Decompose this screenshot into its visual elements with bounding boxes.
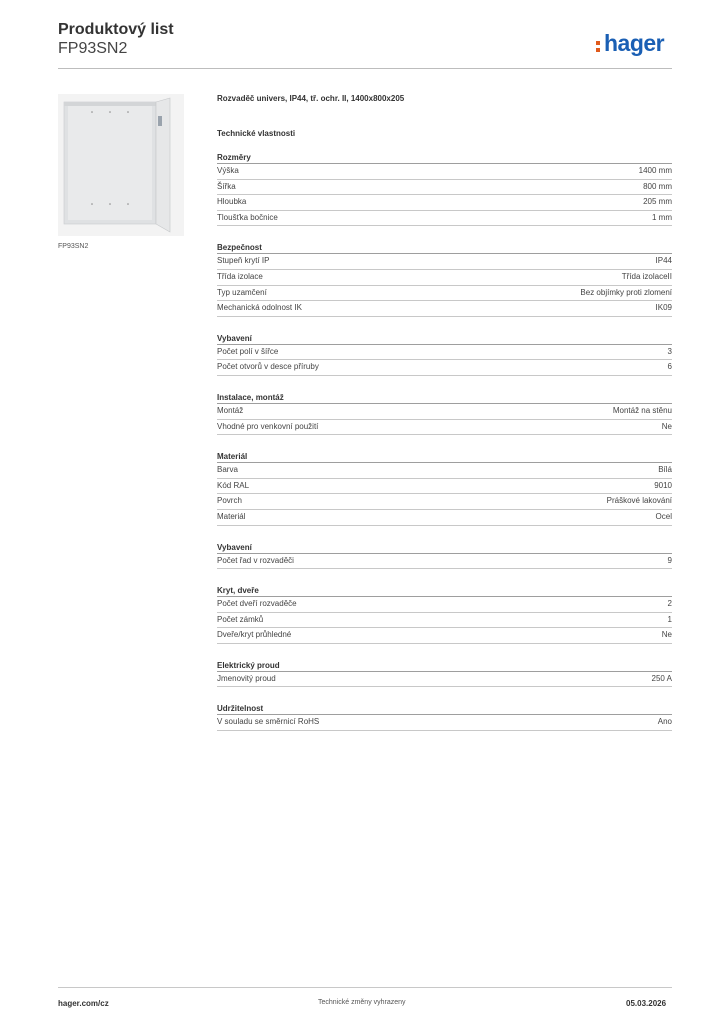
spec-value: Ano [657,717,672,727]
spec-row [217,345,672,361]
spec-row [217,301,672,317]
section-title: Udržitelnost [217,703,672,715]
spec-row [217,597,672,613]
spec-label: Povrch [217,496,242,506]
spec-label: Dveře/kryt průhledné [217,630,292,640]
section-title: Vybavení [217,333,672,345]
spec-section [217,542,672,570]
page-title: Produktový list [58,21,174,38]
spec-label: Typ uzamčení [217,287,267,297]
footer-website[interactable]: hager.com/cz [58,999,109,1008]
spec-value: 1 [667,614,672,624]
footer-date: 05.03.2026 [626,999,667,1008]
spec-row [217,211,672,227]
section-title: Materiál [217,451,672,463]
spec-value: Třída izolaceII [621,271,672,281]
section-title: Bezpečnost [217,242,672,254]
spec-label: Počet polí v šířce [217,346,279,356]
product-code: FP93SN2 [58,40,128,57]
spec-value: Montáž na stěnu [612,405,672,415]
spec-value: 205 mm [643,197,672,207]
logo-text: hager [604,30,665,56]
spec-label: Šířka [217,181,236,191]
spec-row [217,420,672,436]
header-divider [58,68,672,69]
footer-note: Technické změny vyhrazeny [318,999,406,1006]
spec-value: Ne [661,630,672,640]
spec-value: 250 A [651,673,672,683]
footer-divider [58,987,672,988]
image-caption: FP93SN2 [58,243,89,250]
spec-row [217,180,672,196]
spec-row [217,554,672,570]
spec-row [217,195,672,211]
spec-row [217,286,672,302]
spec-label: Výška [217,166,239,175]
spec-section [217,152,672,226]
spec-label: Materiál [217,511,246,521]
spec-row [217,254,672,270]
spec-label: Montáž [217,405,244,415]
spec-label: Mechanická odolnost IK [217,303,302,313]
spec-section [217,703,672,731]
spec-label: Barva [217,465,238,475]
spec-label: Počet řad v rozvaděči [217,555,294,565]
spec-value: Bílá [658,465,672,475]
spec-sections [217,152,672,731]
spec-row [217,672,672,688]
section-title: Elektrický proud [217,660,672,672]
spec-label: V souladu se směrnicí RoHS [217,717,320,727]
spec-value: 9 [667,555,672,565]
product-name: Rozvaděč univers, IP44, tř. ochr. II, 1400x800x205 [217,94,405,103]
section-title: Vybavení [217,542,672,554]
spec-section [217,660,672,688]
spec-label: Počet zámků [217,614,264,624]
spec-value: 1400 mm [638,166,672,175]
spec-label: Vhodné pro venkovní použití [217,421,319,431]
spec-row [217,463,672,479]
spec-value: 6 [667,362,672,372]
spec-section [217,333,672,376]
product-image [58,94,184,236]
spec-label: Hloubka [217,197,247,207]
technical-properties-title: Technické vlastnosti [217,129,296,138]
spec-row [217,360,672,376]
spec-value: Ne [661,421,672,431]
spec-value: 3 [667,346,672,356]
spec-row [217,715,672,731]
spec-section [217,585,672,644]
spec-value: Práškové lakování [606,496,672,506]
spec-row [217,628,672,644]
spec-value: 800 mm [643,181,672,191]
spec-value: 9010 [654,480,672,490]
spec-label: Stupeň krytí IP [217,256,270,266]
spec-value: IP44 [655,256,672,266]
spec-label: Počet dveří rozvaděče [217,599,297,609]
spec-value: Bez objímky proti zlomení [580,287,672,297]
spec-section [217,451,672,525]
spec-row [217,613,672,629]
section-title: Instalace, montáž [217,392,672,404]
spec-section [217,242,672,316]
spec-label: Tloušťka bočnice [217,212,278,222]
spec-label: Třída izolace [217,271,263,281]
spec-row [217,479,672,495]
spec-label: Jmenovitý proud [217,673,276,683]
spec-value: 2 [667,599,672,609]
spec-value: IK09 [655,303,672,313]
spec-value: Ocel [655,511,672,521]
spec-row [217,164,672,180]
spec-row [217,404,672,420]
logo-dots-icon [596,38,601,52]
product-details [217,93,672,731]
spec-label: Počet otvorů v desce příruby [217,362,319,372]
spec-row [217,270,672,286]
spec-value: 1 mm [652,212,672,222]
section-title: Rozměry [217,152,672,164]
spec-row [217,494,672,510]
spec-label: Kód RAL [217,480,250,490]
spec-section [217,392,672,435]
hager-logo [596,30,664,57]
section-title: Kryt, dveře [217,585,672,597]
spec-row [217,510,672,526]
